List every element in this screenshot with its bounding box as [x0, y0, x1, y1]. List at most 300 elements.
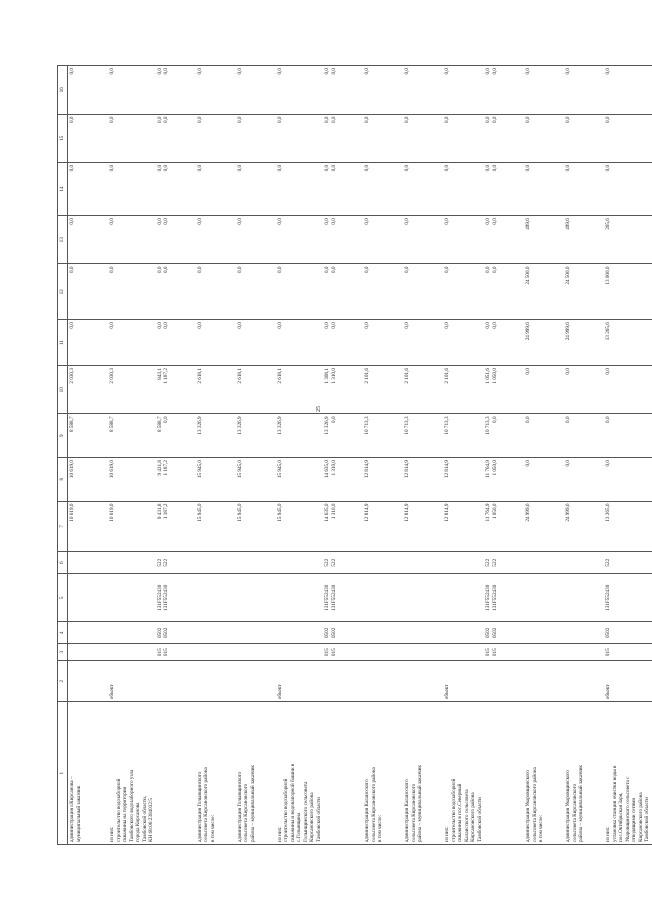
cell-line: 499,6: [565, 218, 571, 230]
cell-line: 0,0: [525, 164, 531, 172]
cell-line: 522: [485, 558, 491, 567]
table-cell: [276, 216, 324, 264]
cell-line: 0,0: [163, 416, 169, 423]
cell-line: 0,0: [109, 322, 115, 329]
cell-line: 0,0: [109, 266, 115, 273]
cell-line: 0,0: [163, 266, 169, 273]
table-cell: [524, 66, 564, 115]
cell-line: 0,0: [330, 218, 337, 225]
column-header-11: 11: [58, 320, 68, 366]
table-cell: [276, 622, 324, 644]
cell-line: 0,0: [236, 218, 243, 225]
table-cell: [108, 574, 156, 622]
cell-line: 24 999,6: [565, 503, 571, 522]
table-cell: [524, 414, 564, 458]
table-cell: [108, 162, 156, 215]
table-cell: [403, 162, 443, 215]
cell-line: 0,0: [364, 322, 370, 329]
table-cell: [604, 661, 652, 702]
cell-line: Кирсановского района: [309, 792, 315, 842]
cell-line: 0,0: [163, 322, 169, 329]
table-cell: [323, 320, 363, 366]
table-cell: [363, 661, 403, 702]
table-cell: [156, 622, 196, 644]
cell-line: 0,0: [69, 68, 75, 75]
cell-line: 14 635,0: [324, 503, 330, 522]
cell-line: скважины на территории: [122, 786, 128, 842]
table-cell: [363, 702, 403, 845]
cell-line: 10 713,3: [485, 416, 491, 435]
table-cell: [484, 366, 524, 414]
cell-line: администрация г.Кирсанова –: [69, 776, 75, 842]
table-cell: [363, 414, 403, 458]
cell-line: 0,0: [444, 68, 450, 75]
table-cell: [524, 622, 564, 644]
table-cell: [443, 622, 484, 644]
cell-line: 0,0: [109, 164, 115, 172]
table-row: [236, 66, 276, 845]
cell-line: 015: [485, 648, 491, 657]
cell-line: Тамбовской области,: [141, 795, 148, 842]
table-cell: [196, 501, 236, 552]
cell-line: 0502: [330, 627, 337, 639]
table-cell: [323, 457, 363, 501]
cell-line: 0,0: [324, 116, 330, 123]
cell-line: 0,0: [330, 416, 337, 423]
table-cell: [276, 661, 324, 702]
cell-line: 0,0: [491, 164, 498, 172]
table-cell: [403, 552, 443, 574]
cell-line: 0,0: [565, 164, 571, 172]
cell-line: 8 588,7: [109, 416, 115, 433]
table-cell: [276, 574, 324, 622]
table-cell: [524, 644, 564, 661]
table-cell: [443, 501, 484, 552]
table-cell: [363, 216, 403, 264]
cell-line: 0,0: [69, 322, 75, 329]
column-header-4: 4: [58, 622, 68, 644]
table-cell: [443, 574, 484, 622]
table-cell: [323, 114, 363, 162]
table-cell: [276, 702, 324, 845]
cell-line: Калаисского сельсовета: [463, 789, 470, 842]
table-cell: [108, 414, 156, 458]
table-cell: [403, 216, 443, 264]
table-cell: [484, 216, 524, 264]
table-cell: [108, 622, 156, 644]
table-cell: [156, 66, 196, 115]
table-cell: [108, 661, 156, 702]
table-cell: [323, 622, 363, 644]
table-cell: [363, 114, 403, 162]
cell-line: 0,0: [330, 266, 337, 273]
table-row: [323, 66, 363, 845]
table-cell: [236, 661, 276, 702]
cell-line: 843,1: [156, 368, 163, 380]
cell-line: с.Голынщина: [296, 812, 302, 842]
table-cell: [443, 552, 484, 574]
table-cell: [323, 501, 363, 552]
table-cell: [236, 162, 276, 215]
cell-line: 1 051,6: [485, 368, 491, 384]
cell-line: 0502: [605, 627, 611, 639]
cell-line: 10 713,3: [404, 416, 410, 435]
table-cell: [156, 457, 196, 501]
table-cell: [276, 501, 324, 552]
cell-line: строительство водозаборной: [450, 778, 457, 842]
cell-line: 0,0: [364, 218, 370, 225]
cell-line: 0,0: [491, 116, 498, 123]
table-cell: [484, 457, 524, 501]
table-cell: [236, 216, 276, 264]
table-row: [196, 66, 236, 845]
cell-line: Кирсановского района: [470, 792, 476, 842]
table-cell: [323, 644, 363, 661]
cell-line: 0,0: [485, 68, 491, 75]
cell-line: 0,0: [525, 416, 531, 423]
cell-line: 0,0: [156, 322, 163, 329]
table-cell: [156, 702, 196, 845]
table-cell: [108, 66, 156, 115]
table-cell: [363, 66, 403, 115]
table-cell: [564, 414, 604, 458]
cell-line: из них:: [605, 826, 611, 842]
column-header-2: 2: [58, 661, 68, 702]
table-cell: [68, 414, 109, 458]
table-cell: [323, 216, 363, 264]
table-cell: [484, 320, 524, 366]
cell-line: 0,0: [236, 68, 243, 75]
table-cell: [604, 264, 652, 320]
table-cell: [323, 366, 363, 414]
cell-line: 2 101,6: [444, 368, 450, 384]
cell-line: 0,0: [324, 322, 330, 329]
table-cell: [484, 622, 524, 644]
cell-line: 8 588,7: [156, 416, 163, 433]
cell-line: 0,0: [525, 368, 531, 375]
table-cell: [68, 702, 109, 845]
cell-line: 0502: [491, 627, 498, 639]
table-cell: [484, 501, 524, 552]
table-cell: [363, 162, 403, 215]
table-cell: [604, 66, 652, 115]
cell-line: Тамбовского водозаборного узла: [128, 769, 135, 842]
table-cell: [363, 574, 403, 622]
column-header-7: 7: [58, 501, 68, 552]
table-cell: [604, 644, 652, 661]
cell-line: 131F552430: [485, 584, 491, 611]
table-cell: [68, 552, 109, 574]
cell-line: из них:: [276, 826, 283, 842]
cell-line: 0,0: [364, 68, 370, 75]
cell-line: 0,0: [156, 164, 163, 172]
cell-line: района – муниципальный заказчик: [249, 765, 256, 842]
table-cell: [68, 264, 109, 320]
table-row: [156, 66, 196, 845]
cell-line: 0,0: [485, 322, 491, 329]
table-cell: [323, 702, 363, 845]
cell-line: 13 326,9: [324, 416, 330, 435]
cell-line: администрация Уваровщинского: [565, 769, 571, 842]
table-cell: [156, 644, 196, 661]
cell-line: 15 945,0: [276, 503, 283, 522]
table-cell: [68, 66, 109, 115]
cell-line: 499,6: [525, 218, 531, 230]
table-cell: [68, 661, 109, 702]
table-cell: [236, 66, 276, 115]
table-cell: [196, 661, 236, 702]
cell-line: 0,0: [525, 68, 531, 75]
table-cell: [363, 622, 403, 644]
cell-line: 0,0: [236, 116, 243, 123]
column-header-12: 12: [58, 264, 68, 320]
cell-line: 0,0: [324, 266, 330, 273]
cell-line: 1 310,0: [330, 368, 337, 384]
cell-line: 131F552430: [324, 584, 330, 611]
page-number: 25: [316, 406, 322, 412]
table-cell: [196, 216, 236, 264]
table-cell: [276, 320, 324, 366]
cell-line: 13 326,9: [196, 416, 203, 435]
cell-line: 0,0: [324, 164, 330, 172]
table-cell: [604, 622, 652, 644]
cell-line: пос.Октябрьская Заря,: [618, 792, 624, 842]
cell-line: администрация Голынщинского: [236, 771, 243, 842]
cell-line: 0,0: [605, 116, 611, 123]
cell-line: 0,0: [276, 266, 283, 273]
table-cell: [156, 574, 196, 622]
table-cell: [108, 320, 156, 366]
table-cell: [196, 320, 236, 366]
table-cell: [564, 264, 604, 320]
cell-line: 015: [156, 648, 163, 657]
cell-line: 0,0: [276, 164, 283, 172]
cell-line: Кирсановского района: [637, 792, 644, 842]
table-cell: [236, 457, 276, 501]
table-row: [524, 66, 564, 845]
table-cell: [156, 114, 196, 162]
table-cell: [276, 457, 324, 501]
table-cell: [108, 216, 156, 264]
table-cell: [443, 320, 484, 366]
table-cell: [236, 552, 276, 574]
table-cell: [363, 457, 403, 501]
cell-line: 0,0: [605, 368, 611, 375]
cell-line: 13 265,6: [605, 322, 611, 341]
table-cell: [276, 552, 324, 574]
table-cell: [68, 114, 109, 162]
cell-line: 24 500,0: [565, 266, 571, 285]
table-cell: [108, 644, 156, 661]
cell-line: 1 050,0: [491, 503, 498, 520]
cell-line: 0,0: [364, 164, 370, 172]
table-row: [108, 66, 156, 845]
table-body: [68, 66, 652, 845]
cell-line: 24 999,6: [525, 322, 531, 341]
cell-line: 2 101,6: [364, 368, 370, 384]
table-cell: [403, 644, 443, 661]
table-cell: [484, 66, 524, 115]
table-cell: [564, 366, 604, 414]
cell-line: 0,0: [69, 266, 75, 273]
cell-line: Тамбовской области: [644, 797, 650, 842]
cell-line: 13 326,9: [236, 416, 243, 435]
table-cell: [196, 574, 236, 622]
cell-line: сельсовета Кирсановского района: [531, 767, 538, 842]
table-cell: [604, 702, 652, 845]
header-row: [58, 66, 68, 845]
table-cell: [403, 574, 443, 622]
cell-line: объект: [276, 684, 283, 700]
cell-line: администрация Калаисского: [364, 779, 370, 842]
cell-line: 0,0: [109, 218, 115, 225]
column-header-16: 16: [58, 66, 68, 115]
cell-line: Тамбовской области: [315, 797, 322, 842]
cell-line: 11 764,9: [485, 503, 491, 522]
table-cell: [108, 114, 156, 162]
budget-table-sheet: [57, 65, 650, 845]
table-cell: [156, 162, 196, 215]
cell-line: 522: [605, 558, 611, 567]
table-cell: [604, 366, 652, 414]
table-row: [484, 66, 524, 845]
cell-line: 015: [324, 648, 330, 657]
table-cell: [564, 320, 604, 366]
table-cell: [68, 501, 109, 552]
table-cell: [236, 320, 276, 366]
cell-line: 0,0: [525, 459, 531, 467]
table-cell: [484, 114, 524, 162]
cell-line: муниципальный заказчик: [75, 785, 82, 842]
budget-table: [57, 65, 652, 845]
cell-line: 2 618,1: [196, 368, 203, 384]
table-cell: [564, 216, 604, 264]
cell-line: 10 619,0: [109, 459, 115, 479]
table-row: [604, 66, 652, 845]
table-cell: [196, 644, 236, 661]
cell-line: в том числе:: [209, 814, 216, 842]
cell-line: 015: [605, 648, 611, 657]
cell-line: 0,0: [485, 266, 491, 273]
table-cell: [68, 622, 109, 644]
cell-line: 0,0: [196, 322, 203, 329]
cell-line: 12 814,9: [364, 459, 370, 479]
cell-line: 0,0: [276, 68, 283, 75]
cell-line: в том числе:: [538, 814, 544, 842]
table-cell: [236, 702, 276, 845]
table-cell: [108, 552, 156, 574]
table-cell: [524, 216, 564, 264]
cell-line: 9 431,8: [156, 503, 163, 520]
cell-line: строительство водозаборной: [115, 778, 122, 842]
cell-line: 9 431,8: [156, 459, 163, 476]
cell-line: объект: [605, 684, 611, 700]
table-cell: [604, 574, 652, 622]
table-cell: [156, 216, 196, 264]
cell-line: 1 050,0: [491, 459, 498, 476]
cell-line: строительство водозаборной: [283, 778, 289, 842]
cell-line: 0502: [485, 627, 491, 639]
table-cell: [323, 264, 363, 320]
cell-line: 0,0: [444, 266, 450, 273]
cell-line: 0,0: [330, 116, 337, 123]
cell-line: Тамбовской области: [476, 797, 483, 842]
cell-line: 0,0: [404, 116, 410, 123]
cell-line: 14 635,0: [324, 459, 330, 479]
table-cell: [323, 66, 363, 115]
table-cell: [443, 702, 484, 845]
cell-line: 13 326,9: [276, 416, 283, 435]
cell-line: 0,0: [485, 218, 491, 225]
table-cell: [443, 457, 484, 501]
table-cell: [196, 702, 236, 845]
table-cell: [196, 552, 236, 574]
cell-line: 2 030,3: [109, 368, 115, 384]
table-cell: [276, 162, 324, 215]
table-cell: [604, 552, 652, 574]
cell-line: 0,0: [196, 218, 203, 225]
column-header-5: 5: [58, 574, 68, 622]
cell-line: 0,0: [69, 218, 75, 225]
cell-line: отводящими сетями: [631, 797, 637, 842]
table-cell: [564, 622, 604, 644]
cell-line: 0,0: [330, 164, 337, 172]
cell-line: 24 999,6: [565, 322, 571, 341]
cell-line: 0,0: [324, 218, 330, 225]
table-cell: [524, 366, 564, 414]
table-row: [443, 66, 484, 845]
cell-line: 10 619,0: [69, 503, 75, 522]
cell-line: установка станции очистки воды в: [611, 765, 618, 842]
table-cell: [524, 501, 564, 552]
table-cell: [156, 320, 196, 366]
table-cell: [108, 501, 156, 552]
table-cell: [524, 552, 564, 574]
table-cell: [564, 457, 604, 501]
column-header-14: 14: [58, 162, 68, 215]
cell-line: 0,0: [156, 116, 163, 123]
table-cell: [524, 114, 564, 162]
table-cell: [276, 644, 324, 661]
cell-line: 0,0: [491, 266, 498, 273]
cell-line: 0,0: [69, 116, 75, 123]
table-cell: [564, 114, 604, 162]
cell-line: 0,0: [324, 68, 330, 75]
table-cell: [403, 702, 443, 845]
cell-line: 15 945,0: [236, 459, 243, 479]
table-cell: [443, 162, 484, 215]
cell-line: 2 030,3: [69, 368, 75, 384]
cell-line: в том числе:: [377, 814, 383, 842]
cell-line: 12 814,9: [364, 503, 370, 522]
table-cell: [68, 216, 109, 264]
table-cell: [604, 320, 652, 366]
cell-line: 1 050,0: [491, 368, 498, 384]
cell-line: 1 310,0: [330, 459, 337, 476]
table-cell: [564, 574, 604, 622]
cell-line: 0,0: [236, 266, 243, 273]
table-cell: [236, 366, 276, 414]
table-cell: [156, 661, 196, 702]
table-cell: [524, 661, 564, 702]
cell-line: 1 308,1: [324, 368, 330, 384]
cell-line: 2 101,6: [404, 368, 410, 384]
table-cell: [403, 622, 443, 644]
cell-line: 11 764,9: [485, 459, 491, 478]
cell-line: 0,0: [163, 116, 169, 123]
table-cell: [484, 162, 524, 215]
table-cell: [443, 414, 484, 458]
